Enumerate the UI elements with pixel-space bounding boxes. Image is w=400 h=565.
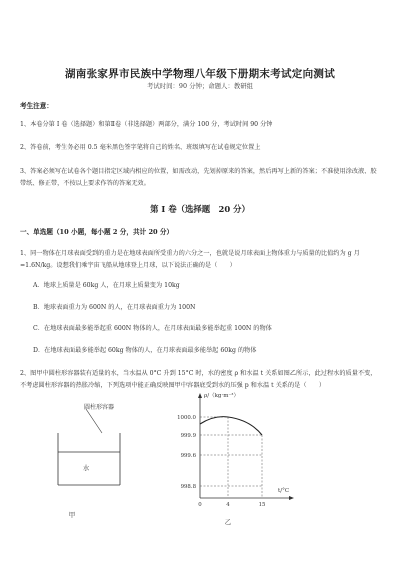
question-2-stem: 2、图甲中圆柱形容器装有适量的水，当水温从 0°C 升到 15°C 时，水的密度 ρ 和水温 t 关系如图乙所示，此过程水的质量不变，不考虑圆柱形容器的热胀冷缩，下列选项中能正确反映图甲中容器底受到水的压强 p 和水温 t 关系的是（ ）	[20, 370, 377, 389]
figure-a-label: 甲	[68, 511, 76, 519]
y-tick-label: 999.6	[180, 453, 196, 459]
density-curve	[200, 417, 262, 435]
notice-item: 1、本卷分第 I 卷（选择题）和第Ⅱ卷（非选择题）两部分，满分 100 分，考试时间 90 分钟	[20, 121, 273, 128]
figure-b-label: 乙	[224, 518, 232, 526]
notice-heading: 考生注意：	[20, 102, 53, 110]
density-temperature-graph	[170, 388, 310, 530]
exam-meta: 考试时间：90 分钟；命题人：教研组	[146, 82, 254, 90]
question-1-option-c: C．在地球表面最多能举起重 600N 物体的人，在月球表面最多能举起重 100N 的物体	[33, 325, 272, 332]
y-tick-label: 998.8	[180, 484, 196, 490]
notice-item: 2、答卷前，考生务必用 0.5 毫米黑色签字笔将自己的姓名、班级填写在试卷规定位置上	[20, 144, 261, 151]
x-axis-arrow	[289, 496, 294, 500]
part-heading: 一、单选题（10 小题，每小题 2 分，共计 20 分）	[20, 228, 174, 236]
question-1-option-a: A．地球上质量是 60kg 人，在月球上质量变为 10kg	[33, 282, 180, 289]
water-label: 水	[82, 464, 90, 472]
y-tick-label: 1000.0	[177, 415, 196, 421]
question-1-stem: 1、同一物体在月球表面受到的重力是在地球表面所受重力的六分之一，也就是说月球表面上物体重力与质量的比值约为 g 月=1.6N/kg。设想我们乘宇宙飞船从地球登上月球，以下说法正确的是（ ）	[20, 250, 360, 269]
y-tick-label: 999.9	[180, 433, 196, 439]
exam-title: 湖南张家界市民族中学物理八年级下册期末考试定向测试	[65, 68, 335, 80]
x-axis-label: t/°C	[278, 488, 290, 494]
y-axis-label: ρ/（kg·m⁻³）	[204, 393, 240, 399]
x-tick-label: 4	[226, 502, 230, 508]
section-title: 第 I 卷（选择题 20 分）	[150, 204, 250, 214]
x-tick-label: 15	[258, 502, 266, 508]
y-axis-arrow	[198, 393, 202, 398]
x-tick-label: 0	[198, 502, 202, 508]
notice-item: 3、答案必须写在试卷各个题目指定区域内相应的位置，如需改动，先划掉原来的答案，然后再写上新的答案；不准使用涂改液、胶带纸、修正带，不按以上要求作答的答案无效。	[20, 168, 377, 187]
container-label: 圆柱形容器	[84, 404, 115, 411]
question-1-option-b: B．地球表面重力为 600N 的人，在月球表面重力为 100N	[33, 304, 196, 311]
question-1-option-d: D．在地球表面最多能举起 60kg 物体的人，在月球表面最多能举起 60kg 的物体	[33, 347, 257, 354]
figure-container	[40, 395, 150, 530]
